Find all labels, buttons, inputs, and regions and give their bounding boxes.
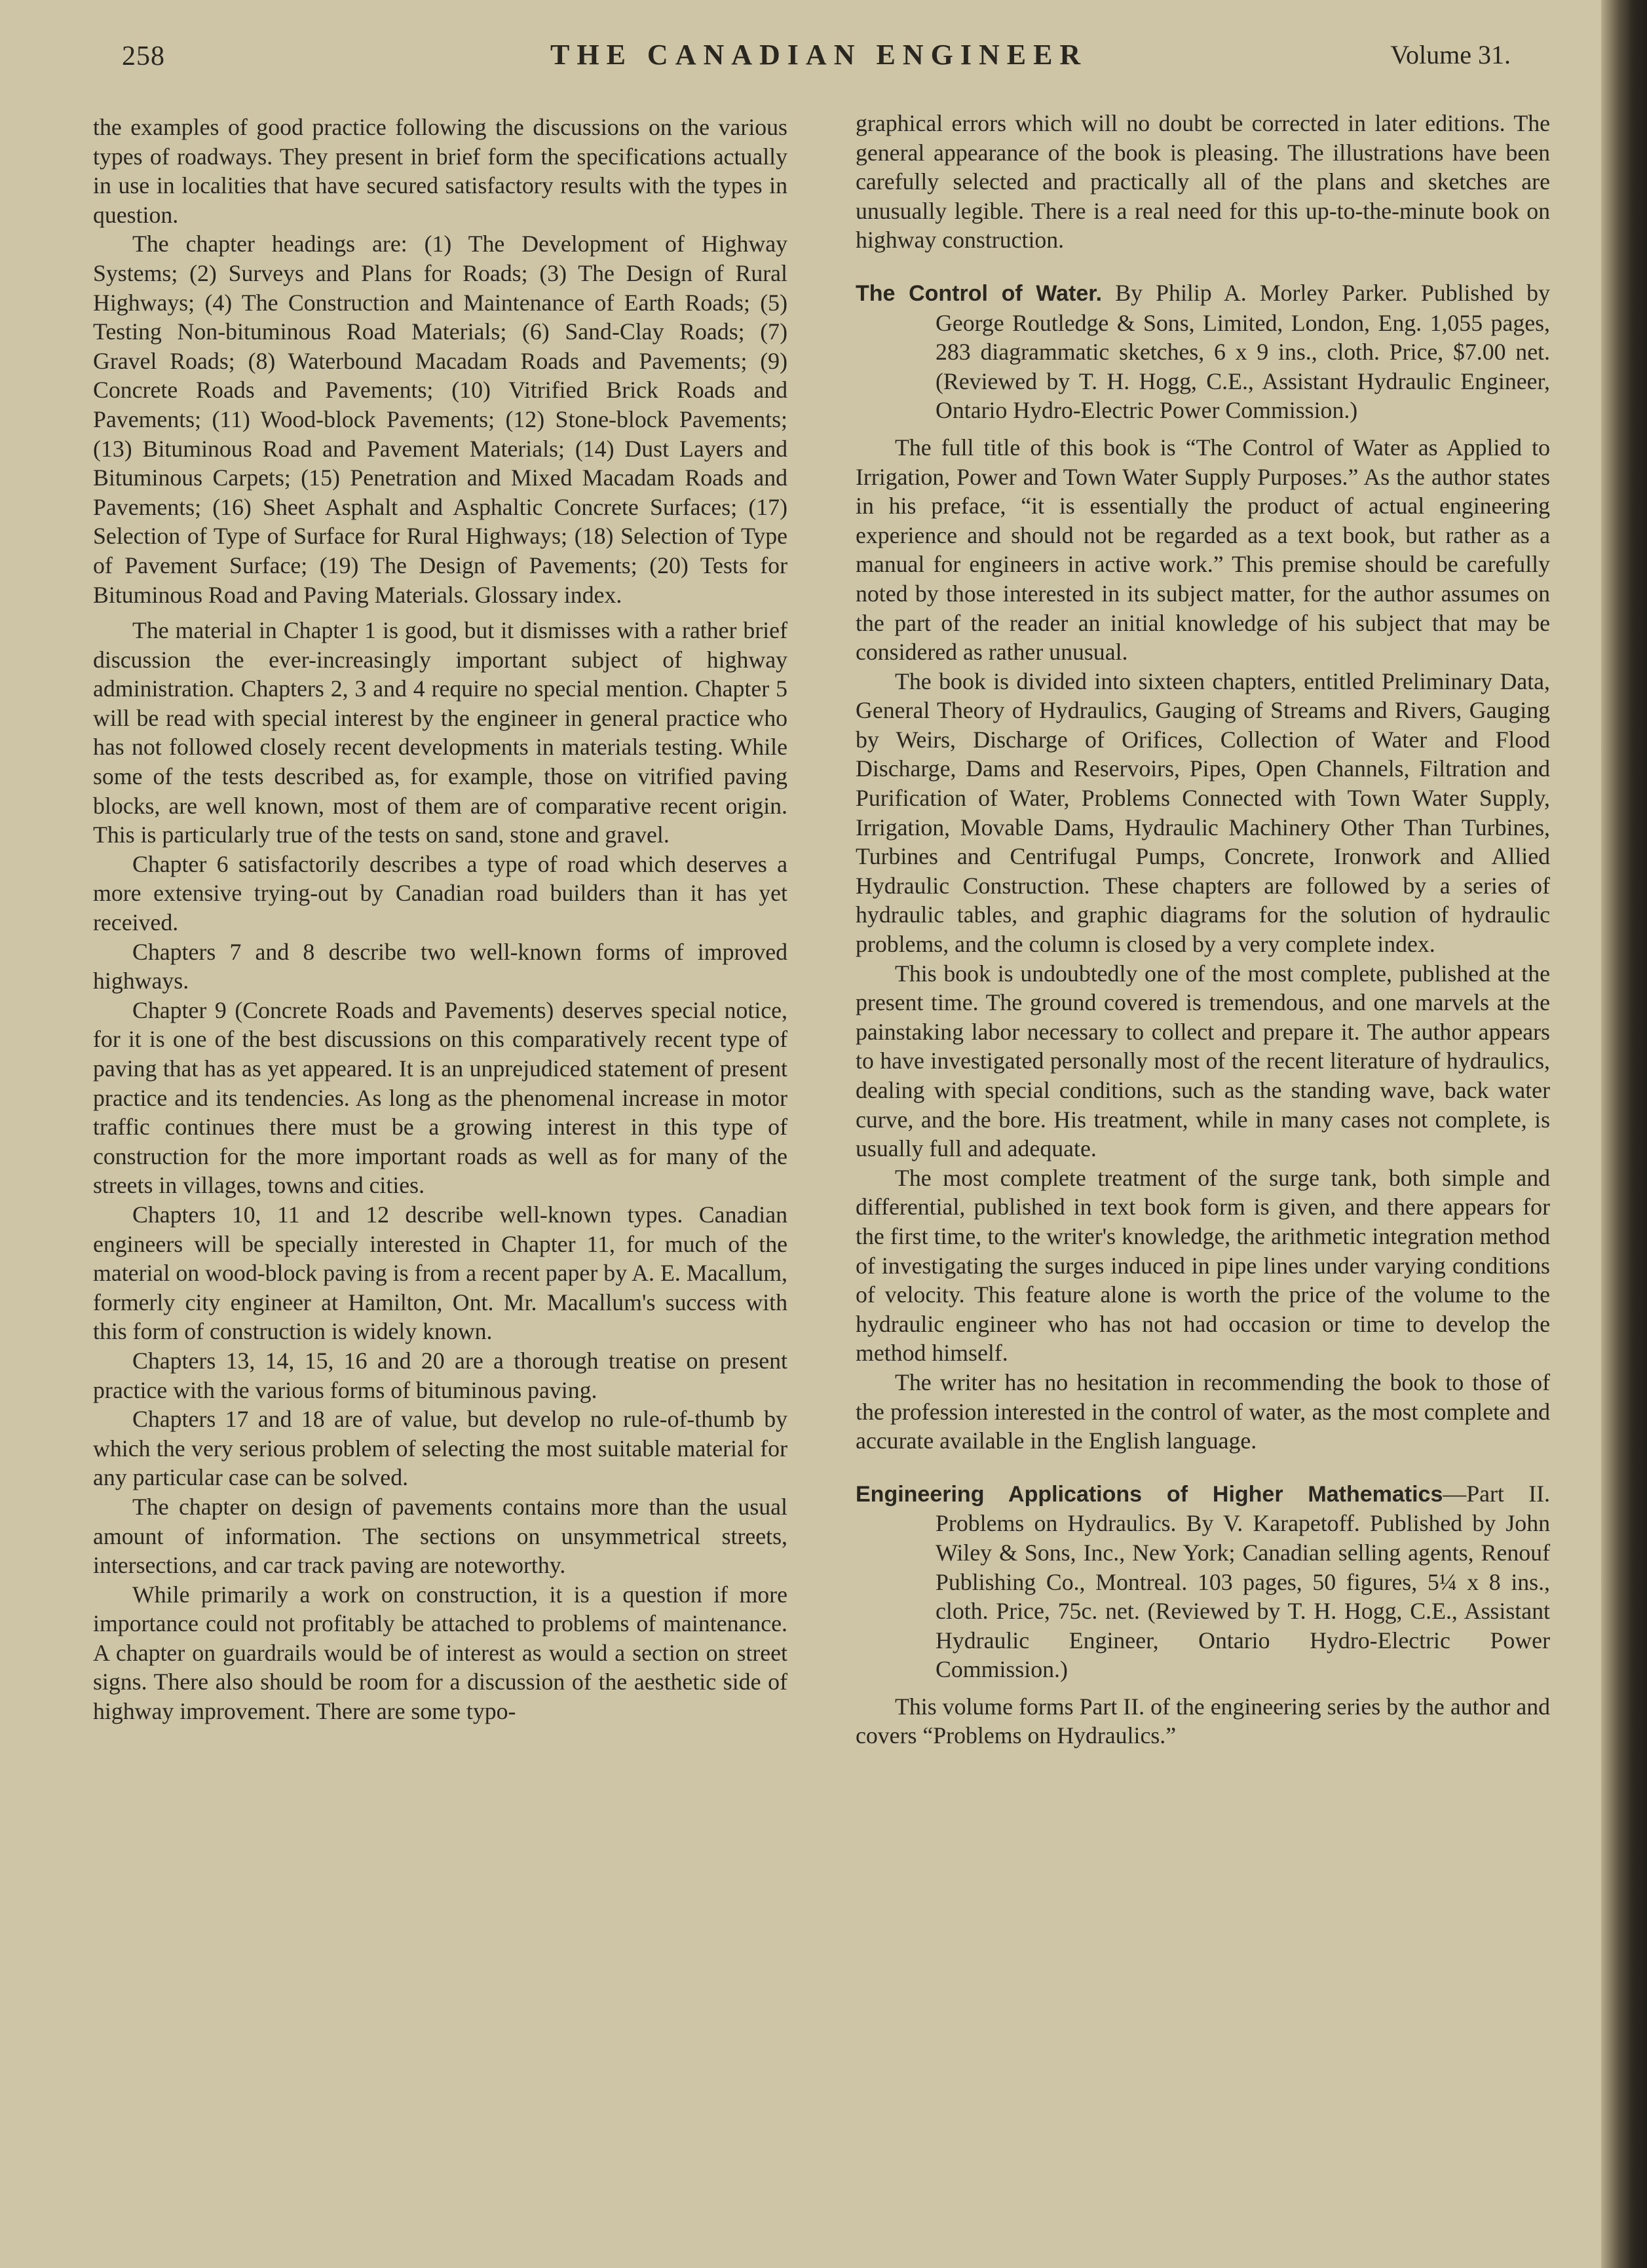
paragraph: This volume forms Part II. of the engineering series by the author and covers “Problems on Hydraulics.” [856, 1693, 1550, 1749]
page-number: 258 [122, 41, 165, 71]
paragraph: The material in Chapter 1 is good, but it dismisses with a rather brief discussion the ever-increasingly important subject of highway administration. Chapters 2, 3 and 4 require no special mention. Chapter 5 will be read with special interest by the engineer in general practice who has not followed closely recent developments in materials testing. While some of the tests described as, for example, those on vitrified paving blocks, are well known, most of them are of comparative recent origin. This is particularly true of the tests on sand, stone and gravel. [93, 617, 787, 848]
paragraph: The most complete treatment of the surge tank, both simple and differential, published in text book form is given, and there appears for the first time, to the writer's knowledge, the arithmetic integration method of investigating the surges induced in pipe lines under varying conditions of velocity. This feature alone is worth the price of the volume to the hydraulic engineer who has not had occasion or time to develop the method himself. [856, 1164, 1550, 1367]
paragraph: This book is undoubtedly one of the most complete, published at the present time. The ground covered is tremendous, and one marvels at the painstaking labor necessary to collect and prepare it. The author appears to have investigated personally most of the recent literature of hydraulics, dealing with special conditions, such as the standing wave, back water curve, and the bore. His treatment, while in many cases not complete, is usually full and adequate. [856, 960, 1550, 1162]
book-details: —Part II. Problems on Hydraulics. By V. Karapetoff. Published by John Wiley & Sons, Inc., New York; Canadian selling agents, Renouf Publishing Co., Montreal. 103 pages, 50 figures, 5¼ x 8 ins., cloth. Price, 75c. net. (Reviewed by T. H. Hogg, C.E., Assistant Hydraulic Engineer, Ontario Hydro-Electric Power Commission.) [936, 1480, 1551, 1683]
paragraph: Chapters 10, 11 and 12 describe well-known types. Canadian engineers will be specially interested in Chapter 11, for much of the material on wood-block paving is from a recent paper by A. E. Macallum, formerly city engineer at Hamilton, Ont. Mr. Macallum's success with this form of construction is widely known. [93, 1201, 787, 1345]
paragraph: The writer has no hesitation in recommending the book to those of the profession interested in the control of water, as the most complete and accurate available in the English language. [856, 1369, 1550, 1454]
volume-label: Volume 31. [1390, 40, 1511, 69]
paragraph: Chapters 17 and 18 are of value, but develop no rule-of-thumb by which the very serious problem of selecting the most suitable material for any particular case can be solved. [93, 1406, 787, 1491]
paragraph: Chapter 9 (Concrete Roads and Pavements) deserves special notice, for it is one of the best discussions on this comparatively recent type of paving that has as yet appeared. It is an unprejudiced statement of present practice and its tendencies. As long as the phenomenal increase in motor traffic continues there must be a growing interest in this type of construction for the more important roads as well as for many of the streets in villages, towns and cities. [93, 996, 787, 1199]
paragraph: Chapters 7 and 8 describe two well-known forms of improved highways. [93, 938, 787, 994]
binding-gutter [1601, 0, 1647, 2268]
page-header [118, 34, 1520, 80]
book-title: Engineering Applications of Higher Mathematics [856, 1481, 1443, 1507]
right-column [856, 109, 1550, 1750]
paragraph: The full title of this book is “The Control of Water as Applied to Irrigation, Power and Town Water Supply Purposes.” As the author states in his preface, “it is essentially the product of actual engineering experience and should not be regarded as a text book, but rather as a manual for engineers in active work.” This premise should be carefully noted by those interested in its subject matter, for the author assumes on the part of the reader an initial knowledge of his subject that may be considered as rather unusual. [856, 434, 1550, 666]
book-review-heading [856, 1479, 1550, 1684]
paragraph: The book is divided into sixteen chapters, entitled Preliminary Data, General Theory of Hydraulics, Gauging of Streams and Rivers, Gauging by Weirs, Discharge of Orifices, Collection of Water and Flood Discharge, Dams and Reservoirs, Pipes, Open Channels, Filtration and Purification of Water, Problems Connected with Town Water Supply, Irrigation, Movable Dams, Hydraulic Machinery Other Than Turbines, Turbines and Centrifugal Pumps, Concrete, Ironwork and Allied Hydraulic Construction. These chapters are followed by a series of hydraulic tables, and graphic diagrams for the solution of hydraulic problems, and the column is closed by a very complete index. [856, 668, 1550, 958]
paragraph: The chapter on design of pavements contains more than the usual amount of information. The sections on unsymmetrical streets, intersections, and car track paving are noteworthy. [93, 1493, 787, 1579]
paragraph: While primarily a work on construction, it is a question if more importance could not profitably be attached to problems of maintenance. A chapter on guardrails would be of interest as would a section on street signs. There also should be room for a discussion of the aesthetic side of highway improvement. There are some typo- [93, 1581, 787, 1725]
paragraph: Chapter 6 satisfactorily describes a type of road which deserves a more extensive trying-out by Canadian road builders than it has yet received. [93, 850, 787, 936]
journal-title: THE CANADIAN ENGINEER [550, 39, 1088, 71]
left-column [93, 113, 787, 1726]
book-review-heading [856, 278, 1550, 425]
paragraph: The chapter headings are: (1) The Development of Highway Systems; (2) Surveys and Plans for Roads; (3) The Design of Rural Highways; (4) The Construction and Maintenance of Earth Roads; (5) Testing Non-bituminous Road Materials; (6) Sand-Clay Roads; (7) Gravel Roads; (8) Waterbound Macadam Roads and Pavements; (9) Concrete Roads and Pavements; (10) Vitrified Brick Roads and Pavements; (11) Wood-block Pavements; (12) Stone-block Pavements; (13) Bituminous Road and Pavement Materials; (14) Dust Layers and Bituminous Carpets; (15) Penetration and Mixed Macadam Roads and Pavements; (16) Sheet Asphalt and Asphaltic Concrete Surfaces; (17) Selection of Type of Surface for Rural Highways; (18) Selection of Type of Pavement Surface; (19) The Design of Pavements; (20) Tests for Bituminous Road and Paving Materials. Glossary index. [93, 231, 787, 608]
paragraph: the examples of good practice following the discussions on the various types of roadways. They present in brief form the specifications actually in use in localities that have secured satisfactory results with the types in question. [93, 114, 787, 228]
paragraph: Chapters 13, 14, 15, 16 and 20 are a thorough treatise on present practice with the various forms of bituminous paving. [93, 1347, 787, 1403]
book-title: The Control of Water. [856, 280, 1103, 306]
book-details: By Philip A. Morley Parker. Published by George Routledge & Sons, Limited, London, Eng. 1,055 pages, 283 diagrammatic sketches, 6 x 9 ins., cloth. Price, $7.00 net. (Reviewed by T. H. Hogg, C.E., Assistant Hydraulic Engineer, Ontario Hydro-Electric Power Commission.) [936, 279, 1550, 424]
paragraph: graphical errors which will no doubt be corrected in later editions. The general appearance of the book is pleasing. The illustrations have been carefully selected and practically all of the plans and sketches are unusually legible. There is a real need for this up-to-the-minute book on highway construction. [856, 110, 1550, 254]
